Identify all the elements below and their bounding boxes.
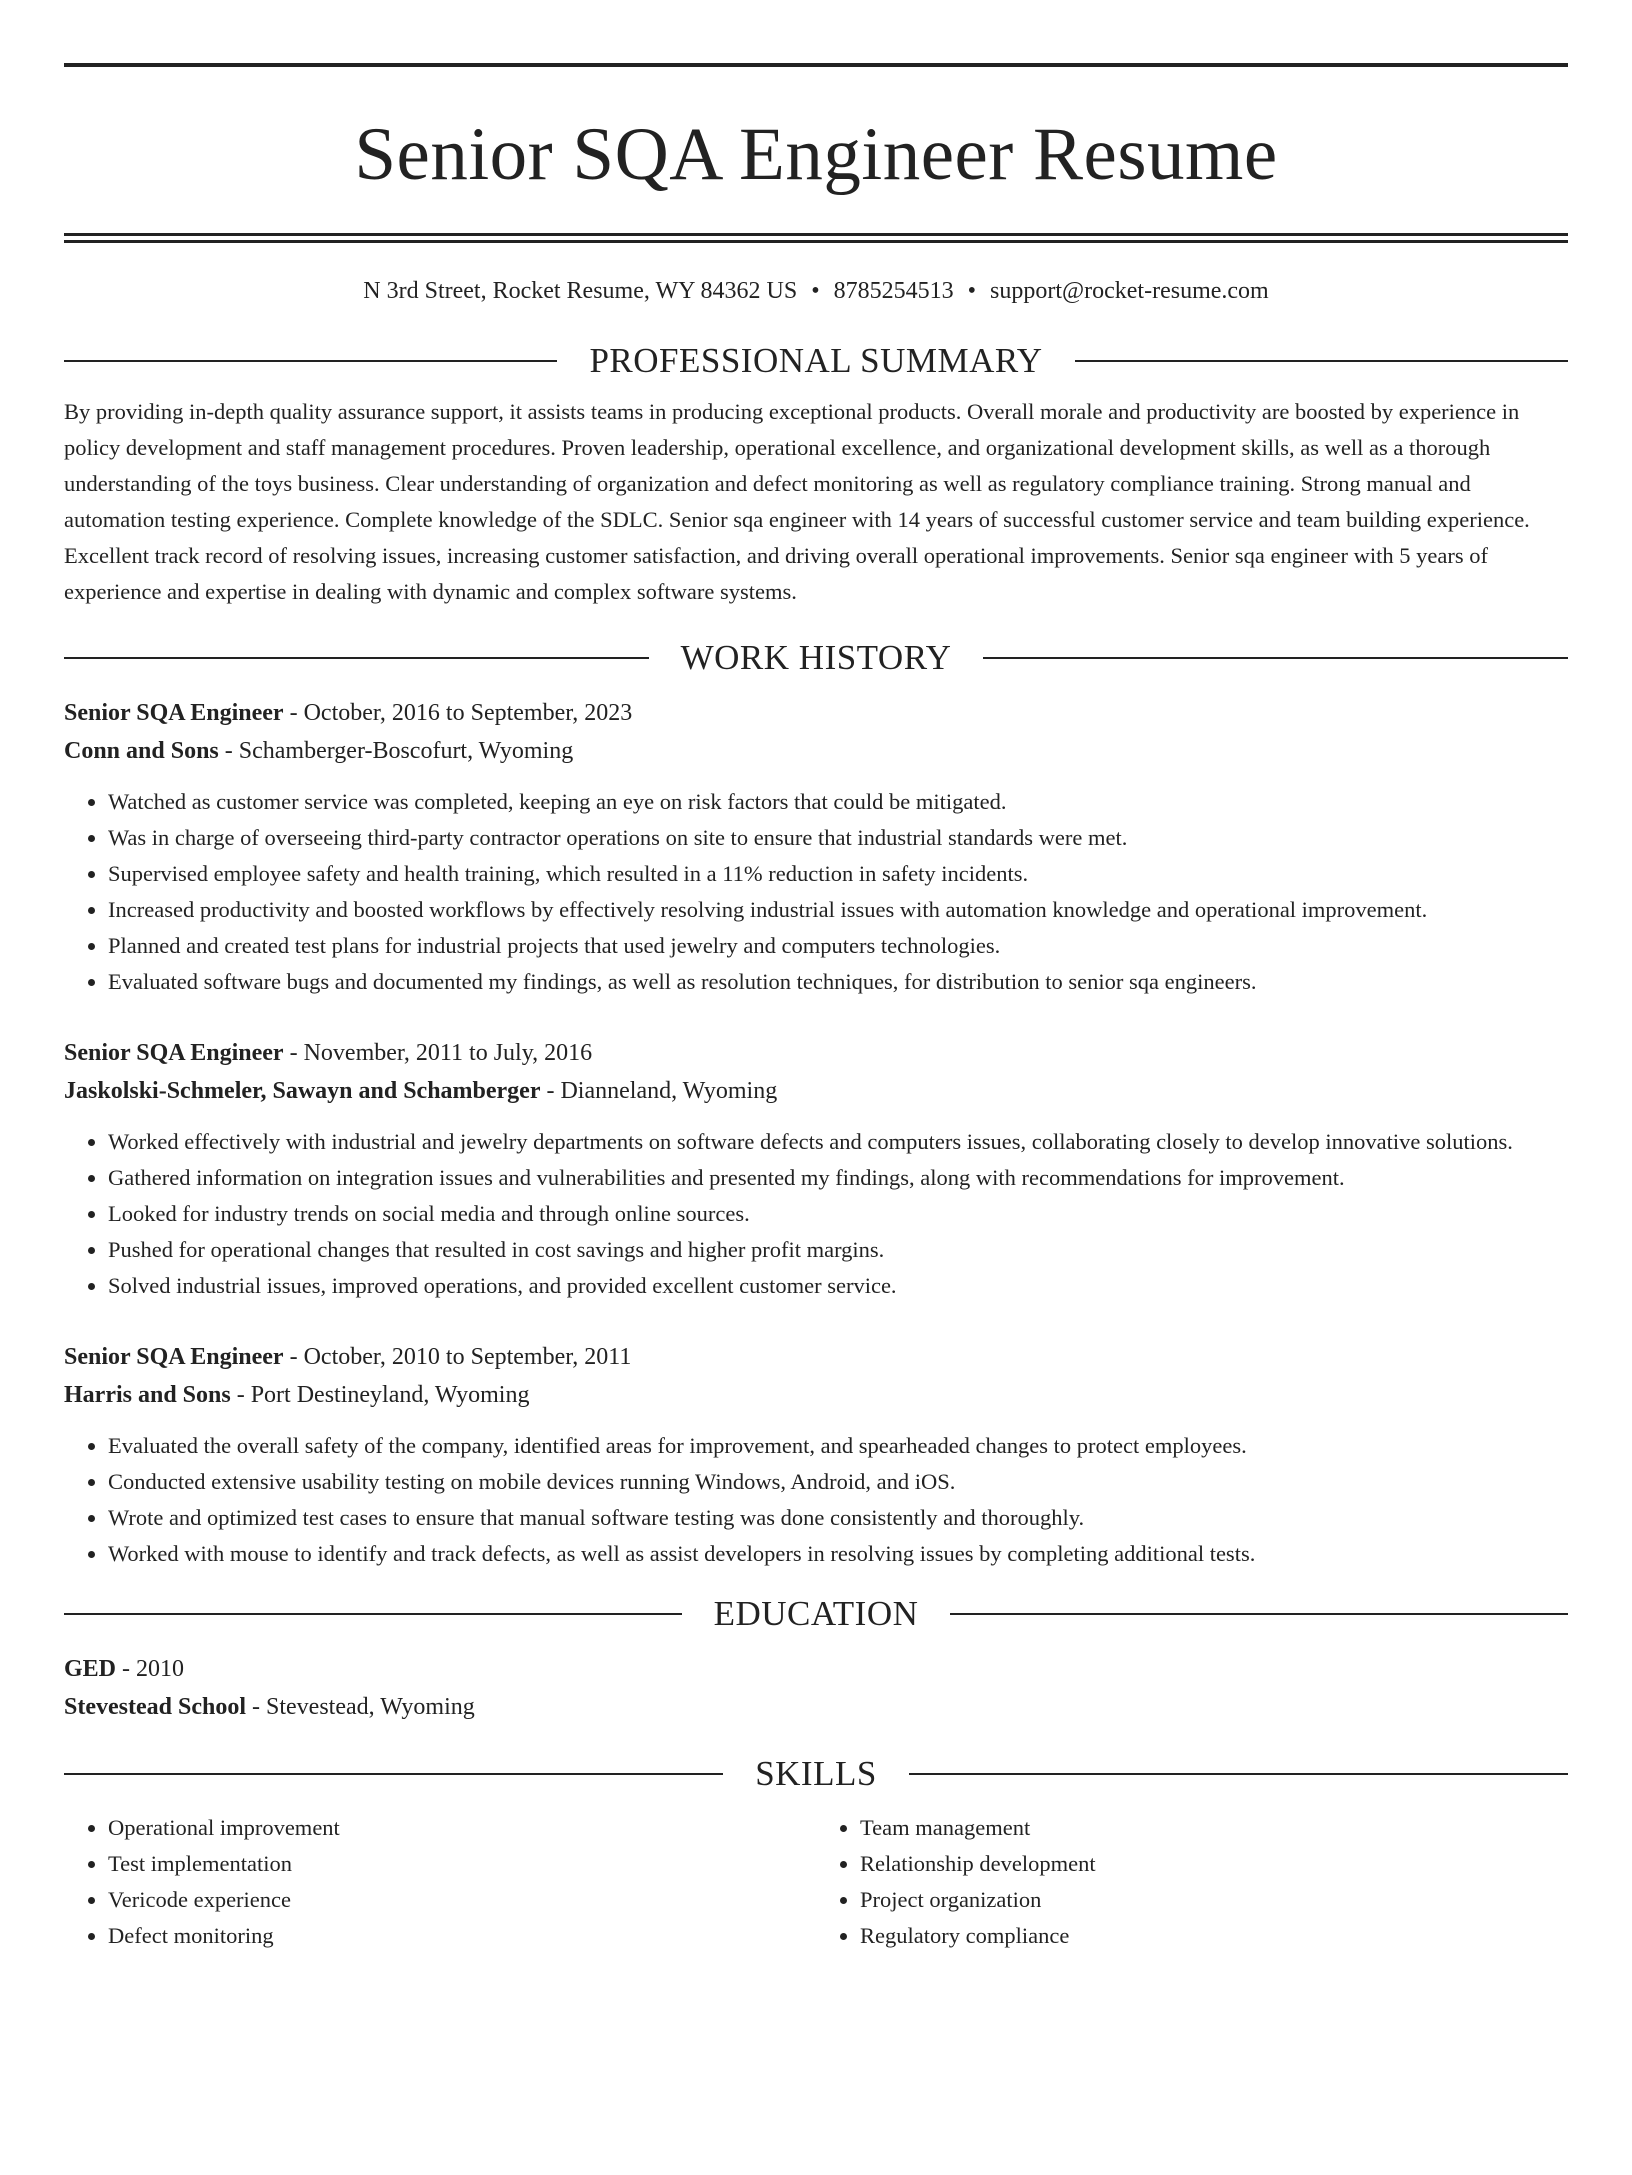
section-label: EDUCATION xyxy=(713,1594,919,1633)
summary-text: By providing in-depth quality assurance support, it assists teams in producing exceptional products. Overall morale and productivity are boosted by experience in policy development and staff management procedures. Proven leadership, operational excellence, and organizational development skills, as well as a thorough understanding of the toys business. Clear understanding of organization and defect monitoring as well as regulatory compliance training. Strong manual and automation testing experience. Complete knowledge of the SDLC. Senior sqa engineer with 14 years of successful customer service and team building experience. Excellent track record of resolving issues, increasing customer satisfaction, and driving overall operational improvements. Senior sqa engineer with 5 years of experience and expertise in dealing with dynamic and complex software systems. xyxy=(64,399,1530,604)
contact-address: N 3rd Street, Rocket Resume, WY 84362 US xyxy=(363,278,798,304)
job-bullet: • Conducted extensive usability testing on mobile devices running Windows, Android, and iOS. xyxy=(108,1464,1568,1500)
job-bullet: • Worked effectively with industrial and jewelry departments on software defects and computers issues, collaborating closely to develop innovative solutions. xyxy=(108,1124,1568,1160)
contact-line xyxy=(64,276,1568,306)
job-title: Senior SQA Engineer xyxy=(64,1040,284,1066)
job-dates: - October, 2016 to September, 2023 xyxy=(283,700,633,726)
job-bullet: • Watched as customer service was completed, keeping an eye on risk factors that could be mitigated. xyxy=(108,784,1568,820)
section-heading-education xyxy=(64,1592,1568,1636)
section-rule xyxy=(64,1613,682,1615)
skill-item: • Defect monitoring xyxy=(108,1918,816,1954)
skill-item: • Test implementation xyxy=(108,1846,816,1882)
section-rule xyxy=(64,360,557,362)
work-history-list xyxy=(64,694,1568,1572)
job-company: Harris and Sons xyxy=(64,1382,231,1408)
job-entry xyxy=(64,694,1568,1000)
skill-item: • Relationship development xyxy=(860,1846,1568,1882)
skill-item: • Operational improvement xyxy=(108,1810,816,1846)
job-bullet: • Wrote and optimized test cases to ensure that manual software testing was done consistently and thoroughly. xyxy=(108,1500,1568,1536)
education-location: - Stevestead, Wyoming xyxy=(246,1694,475,1720)
job-bullet: • Increased productivity and boosted workflows by effectively resolving industrial issues with automation knowledge and operational improvement. xyxy=(108,892,1568,928)
job-bullet: • Evaluated software bugs and documented my findings, as well as resolution techniques, for distribution to senior sqa engineers. xyxy=(108,964,1568,1000)
section-rule xyxy=(64,657,649,659)
job-company: Jaskolski-Schmeler, Sawayn and Schamberger xyxy=(64,1078,541,1104)
education-degree-line xyxy=(64,1650,1568,1688)
title-double-rule xyxy=(64,233,1568,243)
section-rule xyxy=(983,657,1568,659)
contact-separator: • xyxy=(967,278,977,304)
job-title-line xyxy=(64,1338,1568,1376)
skill-item: • Vericode experience xyxy=(108,1882,816,1918)
job-bullet: • Evaluated the overall safety of the company, identified areas for improvement, and spearheaded changes to protect employees. xyxy=(108,1428,1568,1464)
section-rule xyxy=(1075,360,1568,362)
job-location: - Dianneland, Wyoming xyxy=(540,1078,778,1104)
job-company-line xyxy=(64,1072,1568,1110)
job-title: Senior SQA Engineer xyxy=(64,700,284,726)
skill-item: • Project organization xyxy=(860,1882,1568,1918)
job-bullets xyxy=(64,1428,1568,1572)
job-dates: - November, 2011 to July, 2016 xyxy=(283,1040,593,1066)
job-bullet: • Planned and created test plans for industrial projects that used jewelry and computers technologies. xyxy=(108,928,1568,964)
job-company-line xyxy=(64,732,1568,770)
section-heading-summary xyxy=(64,339,1568,383)
education-entry xyxy=(64,1650,1568,1726)
job-title-line xyxy=(64,694,1568,732)
job-bullet: • Looked for industry trends on social media and through online sources. xyxy=(108,1196,1568,1232)
job-bullet: • Worked with mouse to identify and track defects, as well as assist developers in resolving issues by completing additional tests. xyxy=(108,1536,1568,1572)
section-label: PROFESSIONAL SUMMARY xyxy=(589,341,1043,380)
job-bullet: • Solved industrial issues, improved operations, and provided excellent customer service. xyxy=(108,1268,1568,1304)
job-bullet: • Was in charge of overseeing third-party contractor operations on site to ensure that industrial standards were met. xyxy=(108,820,1568,856)
skills-list xyxy=(64,1810,1568,1954)
job-title: Senior SQA Engineer xyxy=(64,1344,284,1370)
section-label: SKILLS xyxy=(755,1754,877,1793)
skill-item: • Regulatory compliance xyxy=(860,1918,1568,1954)
skills-column-right xyxy=(816,1810,1568,1954)
job-entry xyxy=(64,1034,1568,1304)
top-rule xyxy=(64,63,1568,67)
section-heading-skills xyxy=(64,1752,1568,1796)
contact-separator: • xyxy=(811,278,820,304)
job-bullet: • Supervised employee safety and health training, which resulted in a 11% reduction in safety incidents. xyxy=(108,856,1568,892)
job-bullets xyxy=(64,784,1568,1000)
job-bullet: • Gathered information on integration issues and vulnerabilities and presented my findings, along with recommendations for improvement. xyxy=(108,1160,1568,1196)
section-rule xyxy=(909,1773,1568,1775)
job-company-line xyxy=(64,1376,1568,1414)
education-school: Stevestead School xyxy=(64,1694,246,1720)
contact-email: support@rocket-resume.com xyxy=(990,278,1269,304)
section-rule xyxy=(950,1613,1568,1615)
job-dates: - October, 2010 to September, 2011 xyxy=(283,1344,632,1370)
job-location: - Port Destineyland, Wyoming xyxy=(230,1382,530,1408)
contact-phone: 8785254513 xyxy=(833,278,954,304)
skill-item: • Team management xyxy=(860,1810,1568,1846)
job-entry xyxy=(64,1338,1568,1572)
resume-title: Senior SQA Engineer Resume xyxy=(354,113,1278,196)
skills-column-left xyxy=(64,1810,816,1954)
job-title-line xyxy=(64,1034,1568,1072)
job-location: - Schamberger-Boscofurt, Wyoming xyxy=(218,738,574,764)
education-degree: GED xyxy=(64,1656,117,1682)
job-bullet: • Pushed for operational changes that resulted in cost savings and higher profit margins. xyxy=(108,1232,1568,1268)
job-bullets xyxy=(64,1124,1568,1304)
education-year: - 2010 xyxy=(116,1656,185,1682)
resume-page xyxy=(0,63,1632,2175)
section-label: WORK HISTORY xyxy=(680,638,952,677)
education-school-line xyxy=(64,1688,1568,1726)
section-rule xyxy=(64,1773,723,1775)
section-heading-work-history xyxy=(64,636,1568,680)
job-company: Conn and Sons xyxy=(64,738,219,764)
